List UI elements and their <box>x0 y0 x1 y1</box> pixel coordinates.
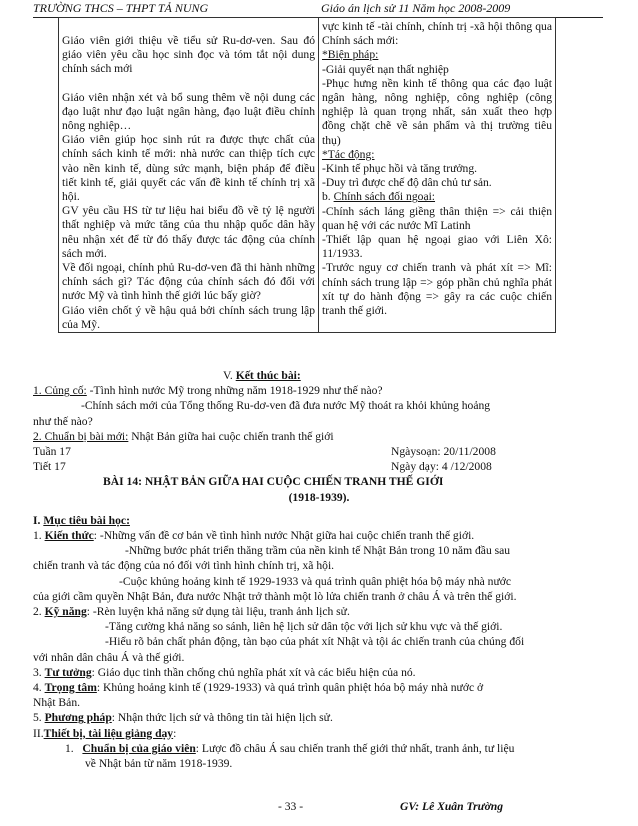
objective-line: 3. Tư tưởng: Giáo dục tinh thần chống chủ nghĩa phát xít và các biểu hiện của nó. <box>33 665 416 679</box>
equipment-heading: II.Thiết bị, tài liệu giảng dạy: <box>33 726 177 740</box>
meta-row <box>33 459 605 474</box>
author-name: GV: Lê Xuân Trường <box>400 800 504 813</box>
objective-line: 4. Trọng tâm: Khủng hoảng kinh tế (1929-1933) và quá trình quân phiệt hóa bộ máy nhà nước ở <box>33 681 484 695</box>
activity-text: Giáo viên nhận xét và bổ sung thêm về nội dung các đạo luật như đạo luật ngân hàng, đạo luật điều chỉnh nông nghiệp… <box>62 90 315 133</box>
content-heading: *Biện pháp: <box>322 48 379 62</box>
teacher-activities-column <box>59 18 319 333</box>
page-footer <box>0 800 638 816</box>
subject-title: Giáo án lịch sử 11 Năm học 2008-2009 <box>321 1 511 15</box>
objective-line: 1. Kiến thức: -Những vấn đề cơ bản về tình hình nước Nhật giữa hai cuộc chiến tranh thế giới. <box>33 529 475 542</box>
section-heading: V. Kết thúc bài: <box>223 369 301 382</box>
objective-line: -Hiểu rõ bản chất phản động, tàn bạo của phát xít Nhật và tội ác chiến tranh của chúng đối <box>105 635 525 649</box>
objective-line: 5. Phương pháp: Nhận thức lịch sử và thông tin tài hiện lịch sử. <box>33 711 333 725</box>
content-text: vực kinh tế -tài chính, chính trị -xã hội thông qua Chính sách mới: <box>322 20 552 48</box>
activity-text: Giáo viên giúp học sinh rút ra được thực chất của chính sách kinh tế mới: nhà nước can thiệp tích cực vào nền kinh tế, dùng sức mạnh, biện pháp để điều tiết kinh tế, giải quyết các vấn đề kinh tế chính trị xã hội. <box>62 133 315 204</box>
content-text: -Giải quyết nạn thất nghiệp <box>322 62 449 76</box>
school-name: TRƯỜNG THCS – THPT TẢ NUNG <box>33 1 209 15</box>
meta-row <box>33 444 605 459</box>
content-text: -Kinh tế phục hồi và tăng trưởng. <box>322 162 478 176</box>
content-heading: b. Chính sách đối ngoại: <box>322 190 436 204</box>
content-text: -Trước nguy cơ chiến tranh và phát xít => Mĩ: chính sách trung lập => góp phần chủ nghĩa phát xít tự do hành động => gây ra các cuộc chiến tranh thế giới. <box>322 261 552 318</box>
objective-line: Nhật Bản. <box>33 696 81 710</box>
objective-line: chiến tranh và tác động của nó đối với tình hình chính trị, xã hội. <box>33 559 335 573</box>
objective-line: với nhân dân châu Á và thế giới. <box>33 650 185 664</box>
objectives-heading: I. Mục tiêu bài học: <box>33 513 130 527</box>
lesson-label: Tiết 17 <box>33 460 66 474</box>
equipment-item: 1. Chuẩn bị của giáo viên: Lược đồ châu Á sau chiến tranh thế giới thứ nhất, tranh ảnh, tư liệu <box>65 741 515 755</box>
content-text: -Thiết lập quan hệ ngoại giao với Liên Xô: 11/1933. <box>322 233 552 261</box>
content-text: -Phục hưng nền kinh tế thông qua các đạo luật ngân hàng, nông nghiệp, công nghiệp (công nghiệp là quan trọng nhất, sản xuất theo hợp đồng chặt chẽ về sản phẩm và thị trường tiêu thụ) <box>322 76 552 147</box>
lesson-title-years: (1918-1939). <box>288 490 350 504</box>
objective-line: -Cuộc khủng hoảng kinh tế 1929-1933 và quá trình quân phiệt hóa bộ máy nhà nước <box>119 574 512 588</box>
page-header <box>33 0 603 18</box>
activity-text: Về đối ngoại, chính phủ Ru-dơ-ven đã thi hành những chính sách gì? Tác động của chính sách đó đối với nước Mỹ và tình hình thế giới lúc bấy giờ? <box>62 261 315 303</box>
consolidate-line: như thế nào? <box>33 414 93 428</box>
activity-text: Giáo viên chốt ý về hậu quả bởi chính sách trung lập của Mỹ. <box>62 303 315 331</box>
content-heading: *Tác động: <box>322 147 375 161</box>
objective-line: của giới cầm quyền Nhật Bản, đưa nước Nhật trở thành một lò lửa chiến tranh ở châu Á và trên thế giới. <box>33 589 517 603</box>
objective-line: -Những bước phát triển thăng trầm của nền kinh tế Nhật Bản trong 10 năm đầu sau <box>125 544 511 558</box>
content-text: -Chính sách láng giềng thân thiện => cải thiện quan hệ với các nước Mĩ Latinh <box>322 204 552 232</box>
week-label: Tuần 17 <box>33 445 71 459</box>
lesson-table <box>58 17 556 333</box>
prep-line: 2. Chuẩn bị bài mới: Nhật Bản giữa hai cuộc chiến tranh thế giới <box>33 429 334 443</box>
activity-text: GV yêu cầu HS từ tư liệu hai biểu đồ về tỷ lệ người thất nghiệp và mức tăng của thu nhập quốc dân hãy nêu nhận xét để từ đó thấy được tác động của chính sách mới. <box>62 204 315 260</box>
page-number: - 33 - <box>278 800 304 813</box>
content-column <box>319 18 556 333</box>
objective-line: -Tăng cường khả năng so sánh, liên hệ lịch sử dân tộc với lịch sử khu vực và thế giới. <box>105 620 503 634</box>
teach-date: Ngày dạy: 4 /12/2008 <box>391 460 492 474</box>
lesson-title: BÀI 14: NHẬT BẢN GIỮA HAI CUỘC CHIẾN TRANH THẾ GIỚI <box>103 475 444 489</box>
activity-text: Giáo viên giới thiệu về tiểu sử Ru-dơ-ven. Sau đó giáo viên yêu cầu học sinh đọc và tóm tắt nội dung chính sách mới <box>62 34 315 76</box>
document-body <box>33 368 605 771</box>
objective-line: 2. Kỹ năng: -Rèn luyện khả năng sử dụng tài liệu, tranh ảnh lịch sử. <box>33 605 350 619</box>
consolidate-line: 1. Củng cố: -Tình hình nước Mỹ trong những năm 1918-1929 như thế nào? <box>33 384 383 398</box>
content-text: -Duy trì được chế độ dân chủ tư sản. <box>322 176 492 190</box>
prep-date: Ngàysoạn: 20/11/2008 <box>391 445 496 459</box>
consolidate-line: -Chính sách mới của Tổng thống Ru-dơ-ven đã đưa nước Mỹ thoát ra khỏi khủng hoảng <box>81 399 491 413</box>
equipment-item: về Nhật bản từ năm 1918-1939. <box>85 757 233 771</box>
